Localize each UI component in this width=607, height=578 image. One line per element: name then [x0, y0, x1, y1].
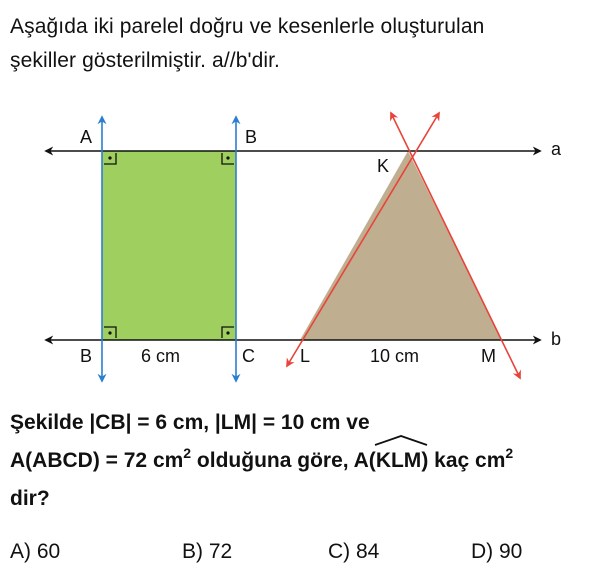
- triangle-klm: [300, 151, 502, 340]
- choice-b[interactable]: B) 72: [182, 540, 233, 563]
- angle-klm-text: KLM: [375, 449, 422, 472]
- question-line-2: [10, 442, 605, 480]
- label-a-top: A: [80, 127, 93, 147]
- label-lm-length: 10 cm: [370, 346, 420, 366]
- choice-d[interactable]: D) 90: [471, 540, 523, 563]
- angle-klm: [376, 442, 422, 480]
- choice-a[interactable]: A) 60: [10, 540, 61, 563]
- label-k: K: [377, 156, 390, 176]
- question-text: [10, 404, 605, 518]
- superscript-2: 2: [183, 445, 192, 461]
- question-unit: ) kaç cm: [421, 449, 506, 472]
- label-m: M: [481, 346, 496, 366]
- label-l: L: [300, 346, 311, 366]
- right-angle-dot-b-top: [226, 156, 229, 159]
- intro-line-2: şekiller gösterilmiştir. a//b'dir.: [10, 49, 280, 72]
- choice-c[interactable]: C) 84: [328, 540, 380, 563]
- label-line-a: a: [551, 139, 562, 159]
- right-angle-dot-a: [108, 156, 111, 159]
- question-line-3: dir?: [10, 487, 50, 510]
- right-angle-dot-b-bottom: [108, 331, 111, 334]
- label-b-top: B: [245, 127, 258, 147]
- right-angle-dot-c: [226, 331, 229, 334]
- problem-intro: [10, 10, 600, 78]
- label-c: C: [242, 346, 255, 366]
- superscript-2-second: 2: [505, 445, 514, 461]
- intro-line-1: Aşağıda iki parelel doğru ve kesenlerle oluşturulan: [10, 15, 485, 38]
- label-line-b: b: [551, 329, 562, 349]
- question-line-1: Şekilde |CB| = 6 cm, |LM| = 10 cm ve: [10, 411, 370, 434]
- angle-hat-icon: [374, 434, 428, 446]
- question-connector: olduğuna göre, A(: [191, 449, 376, 472]
- label-b-bottom: B: [80, 346, 93, 366]
- label-cb-length: 6 cm: [141, 346, 181, 366]
- rectangle-abcd: [102, 151, 236, 340]
- geometry-figure: [0, 108, 607, 388]
- question-area-abcd: A(ABCD) = 72 cm: [10, 449, 184, 472]
